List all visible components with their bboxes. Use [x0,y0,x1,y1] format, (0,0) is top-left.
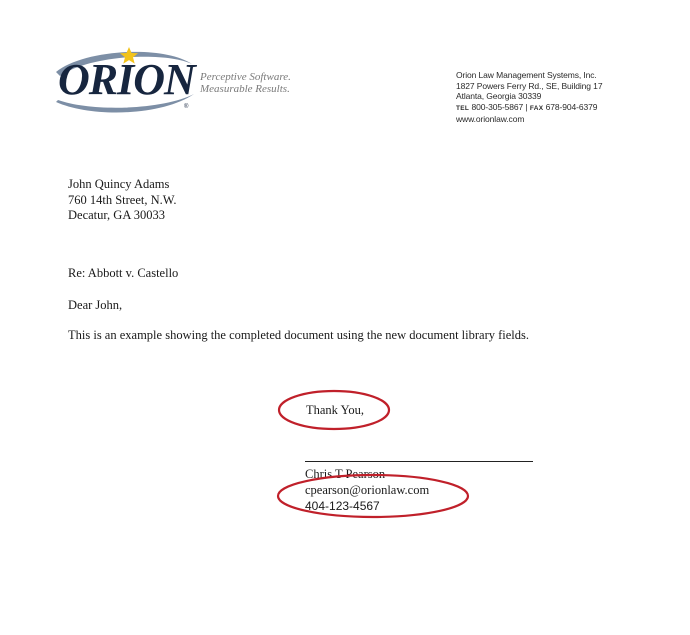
signature-line [305,461,533,462]
logo-tagline [200,71,291,95]
company-city: Atlanta, Georgia 30339 [456,91,542,101]
fax-number: 678-904-6379 [545,101,598,112]
company-name: Orion Law Management Systems, Inc. [456,70,597,80]
fax-label: FAX [529,104,544,112]
tagline-line-1: Perceptive Software. [200,71,291,83]
body-paragraph: This is an example showing the completed document using the new document library fields. [68,328,530,342]
closing: Thank You, [306,403,364,417]
logo-registered-mark: ® [184,104,189,110]
recipient-address [68,177,177,224]
phone-fax-separator: | [525,101,528,112]
company-phone-fax [456,102,602,115]
company-address-block [456,70,602,125]
signer-phone: 404-123-4567 [305,499,380,513]
salutation: Dear John, [68,298,123,312]
company-street: 1827 Powers Ferry Rd., SE, Building 17 [456,80,603,91]
recipient-street: 760 14th Street, N.W. [68,192,177,207]
orion-logo [52,42,202,122]
recipient-city: Decatur, GA 30033 [68,208,166,222]
tagline-line-2: Measurable Results. [200,83,290,95]
tel-number: 800-305-5867 [471,101,524,112]
signer-email: cpearson@orionlaw.com [305,483,430,497]
re-line: Re: Abbott v. Castello [68,266,179,280]
signer-name: Chris T Pearson [305,467,386,481]
logo-wordmark: ORION [58,55,195,104]
company-website: www.orionlaw.com [456,114,525,124]
tel-label: TEL [456,104,470,112]
recipient-name: John Quincy Adams [68,177,170,191]
